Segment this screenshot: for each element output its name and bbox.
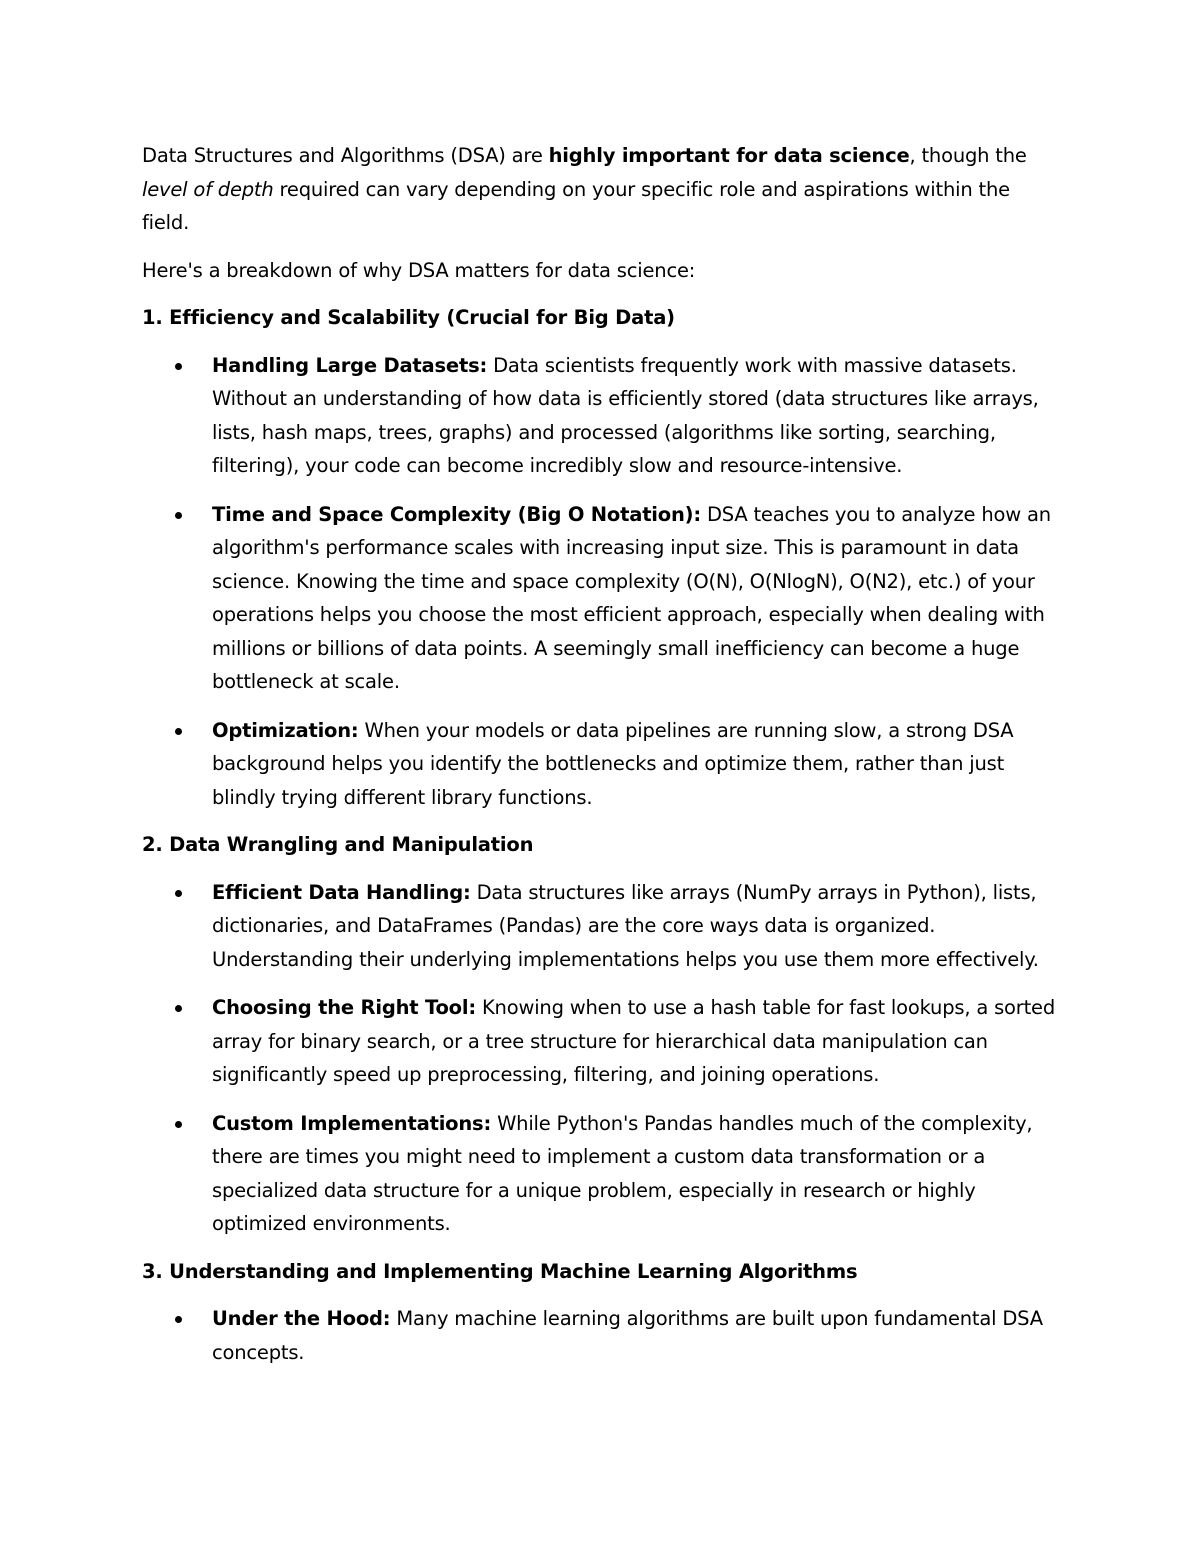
section-heading-efficiency: 1. Efficiency and Scalability (Crucial for Big Data): [142, 306, 675, 329]
list-item: [142, 498, 1062, 699]
list-item: [142, 1302, 1062, 1369]
bullet-list-machine-learning: [142, 1302, 1062, 1369]
list-item-term: Handling Large Datasets:: [212, 353, 488, 377]
bullet-icon: [175, 1121, 182, 1128]
section-heading-machine-learning: 3. Understanding and Implementing Machine Learning Algorithms: [142, 1259, 858, 1283]
intro-paragraph: [142, 139, 1062, 240]
list-item: [142, 876, 1062, 977]
list-item-term: Efficient Data Handling:: [212, 880, 471, 904]
intro-text-2: , though the: [909, 144, 1027, 167]
bullet-icon: [175, 1005, 182, 1012]
list-item-term: Optimization:: [212, 718, 359, 742]
list-item: [142, 714, 1062, 815]
list-item-term: Choosing the Right Tool:: [212, 996, 476, 1019]
list-item-text: Knowing when to use a hash table for fast lookups, a sorted array for binary search, or a tree structure for hierarchical data manipulation can significantly speed up preprocessing, filtering, and joining operations.: [212, 996, 1056, 1086]
bullet-list-efficiency: [142, 349, 1062, 815]
bullet-icon: [175, 1316, 182, 1323]
bullet-list-data-wrangling: [142, 876, 1062, 1241]
list-item-text: Many machine learning algorithms are built upon fundamental DSA concepts.: [212, 1307, 1043, 1364]
bullet-icon: [175, 728, 182, 735]
list-item: [142, 1107, 1062, 1241]
list-item-term: Under the Hood:: [212, 1307, 391, 1330]
section-heading-data-wrangling: 2. Data Wrangling and Manipulation: [142, 833, 534, 856]
intro-bold-phrase: highly important for data science: [548, 144, 910, 167]
document-page: [142, 139, 1062, 1383]
intro-italic-phrase: level of depth: [142, 177, 274, 201]
list-item-text: Data scientists frequently work with massive datasets. Without an understanding of how data is efficiently stored (data structures like arrays, lists, hash maps, trees, graphs) and processed (algorithms like sorting, searching, filtering), your code can become incredibly slow and resource-intensive.: [212, 353, 1039, 477]
intro-text-1: Data Structures and Algorithms (DSA) are: [142, 144, 549, 167]
lead-paragraph: Here's a breakdown of why DSA matters for data science:: [142, 258, 696, 282]
intro-text-3: required can vary depending on your specific role and aspirations within the field.: [142, 177, 1010, 234]
list-item-text: When your models or data pipelines are running slow, a strong DSA background helps you identify the bottlenecks and optimize them, rather than just blindly trying different library functions.: [212, 718, 1014, 809]
list-item-text: DSA teaches you to analyze how an algorithm's performance scales with increasing input size. This is paramount in data science. Knowing the time and space complexity (O(N), O(NlogN), O(N2), etc.) of your operations helps you choose the most efficient approach, especially when dealing with millions or billions of data points. A seemingly small inefficiency can become a huge bottleneck at scale.: [212, 502, 1051, 693]
bullet-icon: [175, 512, 182, 519]
list-item: [142, 991, 1062, 1092]
list-item: [142, 349, 1062, 483]
bullet-icon: [175, 363, 182, 370]
list-item-term: Time and Space Complexity (Big O Notation):: [212, 502, 701, 526]
bullet-icon: [175, 890, 182, 897]
list-item-text: While Python's Pandas handles much of the complexity, there are times you might need to implement a custom data transformation or a specialized data structure for a unique problem, especially in research or highly optimized environments.: [212, 1111, 1033, 1235]
list-item-text: Data structures like arrays (NumPy arrays in Python), lists, dictionaries, and DataFrames (Pandas) are the core ways data is organized. Understanding their underlying implementations helps you use them more effectively.: [212, 880, 1039, 971]
list-item-term: Custom Implementations:: [212, 1111, 492, 1135]
